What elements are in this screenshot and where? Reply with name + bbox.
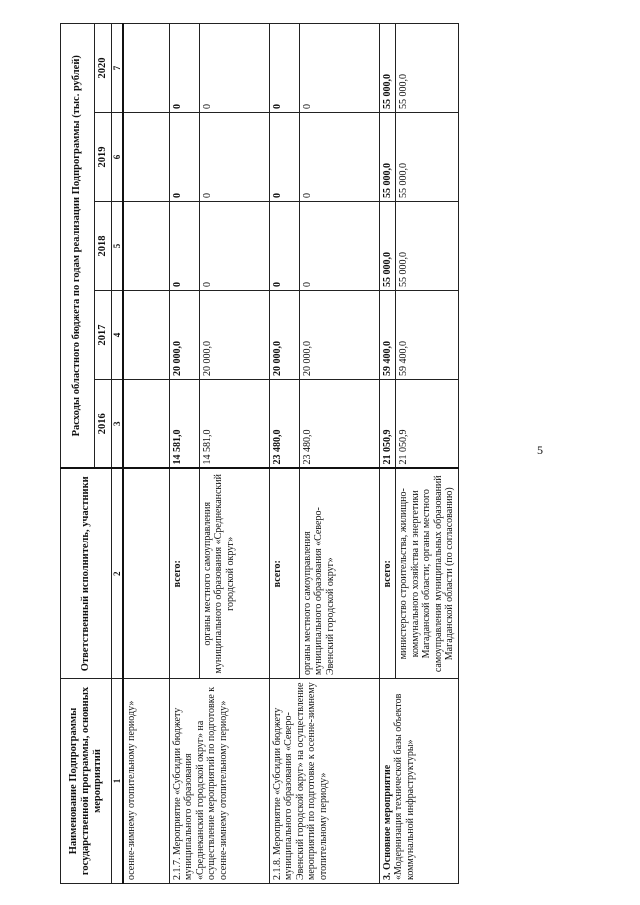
header-name: Наименование Подпрограммы государственной программы, основных мероприятий [61, 679, 112, 884]
row-name: 2.1.8. Мероприятие «Субсидии бюджету муниципального образования «Северо-Эвенский городской округ» на осуществление мероприятий по подготовке к осенне-зимнему отопительному периоду» [269, 679, 379, 884]
row-responsible [123, 469, 169, 679]
budget-table [60, 23, 459, 884]
total-label: всего: [269, 469, 299, 679]
header-year-2016: 2016 [95, 380, 112, 469]
header-year-2017: 2017 [95, 291, 112, 380]
index-cell: 7 [112, 24, 124, 113]
value-cell: 55 000,0 [396, 113, 459, 202]
header-year-2019: 2019 [95, 113, 112, 202]
value-cell: 14 581,0 [169, 380, 199, 469]
value-cell: 21 050,9 [379, 380, 396, 469]
index-cell: 2 [112, 469, 124, 679]
row-name: осенне-зимнему отопительному периоду» [123, 679, 169, 884]
value-cell: 59 400,0 [396, 291, 459, 380]
value-cell: 0 [299, 202, 379, 291]
value-cell: 23 480,0 [269, 380, 299, 469]
value-cell: 0 [199, 24, 269, 113]
value-cell: 0 [169, 24, 199, 113]
value-cell: 55 000,0 [379, 113, 396, 202]
value-cell: 55 000,0 [379, 24, 396, 113]
value-cell: 23 480,0 [299, 380, 379, 469]
page-number: 5 [537, 443, 543, 457]
index-cell: 3 [112, 380, 124, 469]
index-cell: 5 [112, 202, 124, 291]
row-responsible: органы местного самоуправления муниципального образования «Среднеканский городской округ» [199, 469, 269, 679]
value-cell: 0 [199, 202, 269, 291]
row-name [379, 679, 458, 884]
value-cell: 55 000,0 [379, 202, 396, 291]
value-cell: 0 [169, 202, 199, 291]
value-cell: 0 [269, 202, 299, 291]
header-responsible: Ответственный исполнитель, участники [61, 469, 112, 679]
row-responsible: министерство строительства, жилищно-коммунального хозяйства и энергетики Магаданской области; органы местного самоуправления муниципальных образований Магаданской области (по согласованию) [396, 469, 459, 679]
value-cell: 55 000,0 [396, 24, 459, 113]
value-cell: 14 581,0 [199, 380, 269, 469]
row-title-detail: «Модернизация технической базы объектов коммунальной инфраструктуры» [393, 693, 416, 880]
value-cell: 20 000,0 [199, 291, 269, 380]
value-cell: 20 000,0 [299, 291, 379, 380]
index-cell: 6 [112, 113, 124, 202]
value-cell: 0 [169, 113, 199, 202]
header-spending: Расходы областного бюджета по годам реализации Подпрограммы (тыс. рублей) [61, 24, 95, 469]
row-name: 2.1.7. Мероприятие «Субсидии бюджету муниципального образования «Среднеканский городской округ» на осуществление мероприятий по подготовке к осенне-зимнему отопительному периоду» [169, 679, 269, 884]
value-cell: 55 000,0 [396, 202, 459, 291]
row-responsible: органы местного самоуправления муниципального образования «Северо-Эвенский городской округ» [299, 469, 379, 679]
value-cell: 59 400,0 [379, 291, 396, 380]
total-label: всего: [379, 469, 396, 679]
value-cell: 0 [299, 24, 379, 113]
value-cell: 0 [269, 24, 299, 113]
budget-table-rotated [60, 24, 454, 884]
header-year-2020: 2020 [95, 24, 112, 113]
value-cell: 0 [199, 113, 269, 202]
value-cell: 0 [299, 113, 379, 202]
value-cell: 21 050,9 [396, 380, 459, 469]
row-title: 3. Основное мероприятие [381, 764, 393, 880]
total-label: всего: [169, 469, 199, 679]
value-cell: 0 [269, 113, 299, 202]
index-cell: 1 [112, 679, 124, 884]
index-cell: 4 [112, 291, 124, 380]
value-cell: 20 000,0 [269, 291, 299, 380]
value-cell: 20 000,0 [169, 291, 199, 380]
header-year-2018: 2018 [95, 202, 112, 291]
